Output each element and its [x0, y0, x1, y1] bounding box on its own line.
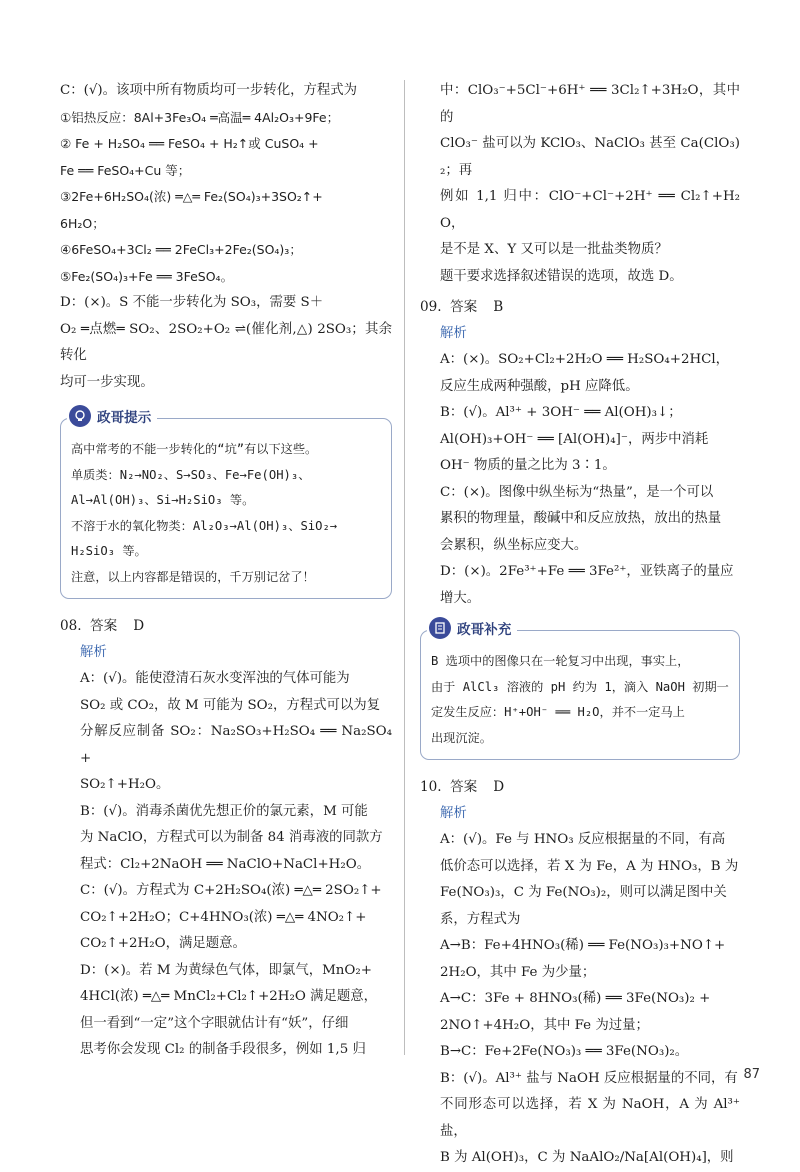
analysis-line: OH⁻ 物质的量之比为 3∶1。 — [440, 458, 616, 473]
analysis-line: 思考你会发现 Cl₂ 的制备手段很多，例如 1,5 归 — [80, 1042, 366, 1057]
analysis-line: 题干要求选择叙述错误的选项，故选 D。 — [440, 268, 683, 284]
notebook-icon — [429, 617, 451, 639]
q08-continued — [420, 78, 740, 290]
d-option-line: 均可一步实现。 — [60, 374, 154, 390]
analysis-line: A：(√)。Fe 与 HNO₃ 反应根据量的不同，有高 — [440, 832, 726, 847]
question-number: 09. — [420, 299, 442, 315]
column-divider — [404, 80, 405, 1055]
analysis-line: 分解反应制备 SO₂：Na₂SO₃+H₂SO₄ ══ Na₂SO₄+ — [80, 724, 392, 766]
question-09 — [420, 294, 740, 612]
analysis-line: A：(×)。SO₂+Cl₂+2H₂O ══ H₂SO₄+2HCl， — [440, 352, 730, 367]
question-header — [420, 774, 740, 801]
analysis-line: B：(√)。Al³⁺ + 3OH⁻ ══ Al(OH)₃↓； — [440, 405, 682, 420]
box-title-rule — [191, 418, 383, 419]
answer-label: 答案 — [450, 299, 478, 315]
question-number: 10. — [420, 779, 442, 795]
analysis-line: 低价态可以选择，若 X 为 Fe，A 为 HNO₃，B 为 — [440, 858, 739, 874]
tip-line: H₂SiO₃ 等。 — [71, 544, 147, 558]
answer-label: 答案 — [90, 618, 118, 634]
analysis-line: 例如 1,1 归中：ClO⁻+Cl⁻+2H⁺ ══ Cl₂↑+H₂O， — [440, 189, 740, 231]
analysis-line: CO₂↑+2H₂O；C+4HNO₃(浓) ═△═ 4NO₂↑+ — [80, 909, 367, 925]
analysis-line: 是不是 X、Y 又可以是一批盐类物质？ — [440, 242, 668, 257]
analysis-line: 2NO↑+4H₂O，其中 Fe 为过量； — [440, 1017, 649, 1033]
analysis-line: C：(√)。方程式为 C+2H₂SO₄(浓) ═△═ 2SO₂↑+ — [80, 883, 382, 898]
d-option-line: D：(×)。S 不能一步转化为 SO₃，需要 S＋ — [60, 295, 324, 310]
analysis-line: 程式：Cl₂+2NaOH ══ NaClO+NaCl+H₂O。 — [80, 856, 371, 872]
analysis-line: 2H₂O，其中 Fe 为少量； — [440, 964, 596, 980]
right-column — [420, 78, 740, 1172]
analysis-line: Fe(NO₃)₃，C 为 Fe(NO₃)₂，则可以满足图中关 — [440, 885, 727, 900]
tip-line: Al→Al(OH)₃、Si→H₂SiO₃ 等。 — [71, 493, 255, 507]
tip-box-title-text: 政哥提示 — [97, 410, 152, 426]
analysis-line: A：(√)。能使澄清石灰水变浑浊的气体可能为 — [80, 671, 350, 686]
equation-line: Fe ══ FeSO₄+Cu 等； — [60, 162, 191, 178]
lightbulb-icon — [69, 405, 91, 427]
analysis-line: 但一看到“一定”这个字眼就估计有“妖”，仔细 — [80, 1015, 349, 1031]
answer-value: D — [493, 779, 505, 795]
analysis-line: Al(OH)₃+OH⁻ ══ [Al(OH)₄]⁻，两步中消耗 — [440, 431, 709, 447]
question-number: 08. — [60, 618, 82, 634]
supplement-box-title — [427, 617, 517, 639]
page-number: 87 — [743, 1067, 760, 1082]
analysis-line: 系，方程式为 — [440, 911, 521, 927]
analysis-heading: 解析 — [440, 806, 467, 821]
analysis-heading: 解析 — [440, 326, 467, 341]
equation-line: ③2Fe+6H₂SO₄(浓) ═△═ Fe₂(SO₄)₃+3SO₂↑+ — [60, 189, 323, 204]
supplement-line: 出现沉淀。 — [431, 730, 492, 745]
analysis-line: 会累积，纵坐标应变大。 — [440, 537, 588, 553]
analysis-line: B 为 Al(OH)₃，C 为 NaAlO₂/Na[Al(OH)₄]，则 — [440, 1150, 734, 1165]
answer-value: D — [133, 618, 145, 634]
analysis-line: CO₂↑+2H₂O，满足题意。 — [80, 936, 246, 951]
question-header — [420, 294, 740, 321]
equation-line: ④6FeSO₄+3Cl₂ ══ 2FeCl₃+2Fe₂(SO₄)₃； — [60, 242, 302, 257]
supplement-line: 由于 AlCl₃ 溶液的 pH 约为 1，滴入 NaOH 初期一 — [431, 679, 729, 694]
analysis-line: 4HCl(浓) ═△═ MnCl₂+Cl₂↑+2H₂O 满足题意， — [80, 989, 378, 1004]
tip-line: 高中常考的不能一步转化的“坑”有以下这些。 — [71, 442, 318, 456]
analysis-line: 反应生成两种强酸，pH 应降低。 — [440, 378, 639, 394]
answer-value: B — [493, 299, 504, 315]
supplement-line: B 选项中的图像只在一轮复习中出现，事实上， — [431, 654, 690, 668]
equation-line: ①铝热反应：8Al+3Fe₃O₄ ═高温═ 4Al₂O₃+9Fe； — [60, 109, 340, 125]
analysis-line: A→C：3Fe + 8HNO₃(稀) ══ 3Fe(NO₃)₂ + — [440, 991, 711, 1006]
analysis-line: SO₂ 或 CO₂，故 M 可能为 SO₂，方程式可以为复 — [80, 697, 381, 713]
equation-line: 6H₂O； — [60, 215, 105, 231]
analysis-line: 中：ClO₃⁻+5Cl⁻+6H⁺ ══ 3Cl₂↑+3H₂O，其中的 — [440, 83, 740, 125]
analysis-line: ClO₃⁻ 盐可以为 KClO₃、NaClO₃ 甚至 Ca(ClO₃)₂；再 — [440, 136, 740, 178]
equation-line: ② Fe + H₂SO₄ ══ FeSO₄ + H₂↑或 CuSO₄ + — [60, 136, 319, 151]
d-option-line: O₂ ═点燃═ SO₂、2SO₂+O₂ ⇌(催化剂,△) 2SO₃；其余转化 — [60, 321, 392, 363]
analysis-line: B：(√)。消毒杀菌优先想正价的氯元素，M 可能 — [80, 803, 368, 819]
c-option-intro: C：(√)。该项中所有物质均可一步转化，方程式为 — [60, 83, 358, 98]
tip-box-title — [67, 405, 157, 427]
analysis-line: 不同形态可以选择，若 X 为 NaOH，A 为 Al³⁺ 盐， — [440, 1097, 740, 1139]
tip-line: 不溶于水的氧化物类：Al₂O₃→Al(OH)₃、SiO₂→ — [71, 518, 338, 533]
analysis-line: SO₂↑+H₂O。 — [80, 777, 170, 792]
answer-label: 答案 — [450, 779, 478, 795]
analysis-line: D：(×)。2Fe³⁺+Fe ══ 3Fe²⁺，亚铁离子的量应 — [440, 564, 734, 579]
analysis-line: 增大。 — [440, 590, 481, 606]
tip-box — [60, 410, 392, 599]
supplement-line: 定发生反应：H⁺+OH⁻ ══ H₂O，并不一定马上 — [431, 705, 685, 719]
analysis-line: D：(×)。若 M 为黄绿色气体，即氯气，MnO₂+ — [80, 962, 372, 978]
box-title-rule — [551, 630, 731, 631]
question-10 — [420, 774, 740, 1172]
analysis-line: B→C：Fe+2Fe(NO₃)₃ ══ 3Fe(NO₃)₂。 — [440, 1044, 689, 1059]
equation-line: ⑤Fe₂(SO₄)₃+Fe ══ 3FeSO₄。 — [60, 268, 234, 284]
tip-line: 单质类：N₂→NO₂、S→SO₃、Fe→Fe(OH)₃、 — [71, 467, 311, 482]
supplement-box — [420, 622, 740, 760]
analysis-line: C：(×)。图像中纵坐标为“热量”，是一个可以 — [440, 484, 714, 500]
analysis-line: A→B：Fe+4HNO₃(稀) ══ Fe(NO₃)₃+NO↑+ — [440, 938, 726, 953]
analysis-line: B：(√)。Al³⁺ 盐与 NaOH 反应根据量的不同，有 — [440, 1070, 738, 1086]
left-column — [60, 78, 392, 1064]
question-08 — [60, 613, 392, 1064]
supplement-box-title-text: 政哥补充 — [457, 622, 512, 638]
tip-line: 注意，以上内容都是错误的，千万别记岔了！ — [71, 569, 315, 584]
analysis-line: 累积的物理量，酸碱中和反应放热，放出的热量 — [440, 511, 722, 526]
analysis-line: 为 NaClO，方程式可以为制备 84 消毒液的同款方 — [80, 830, 383, 845]
question-header — [60, 613, 392, 640]
analysis-heading: 解析 — [80, 645, 107, 660]
